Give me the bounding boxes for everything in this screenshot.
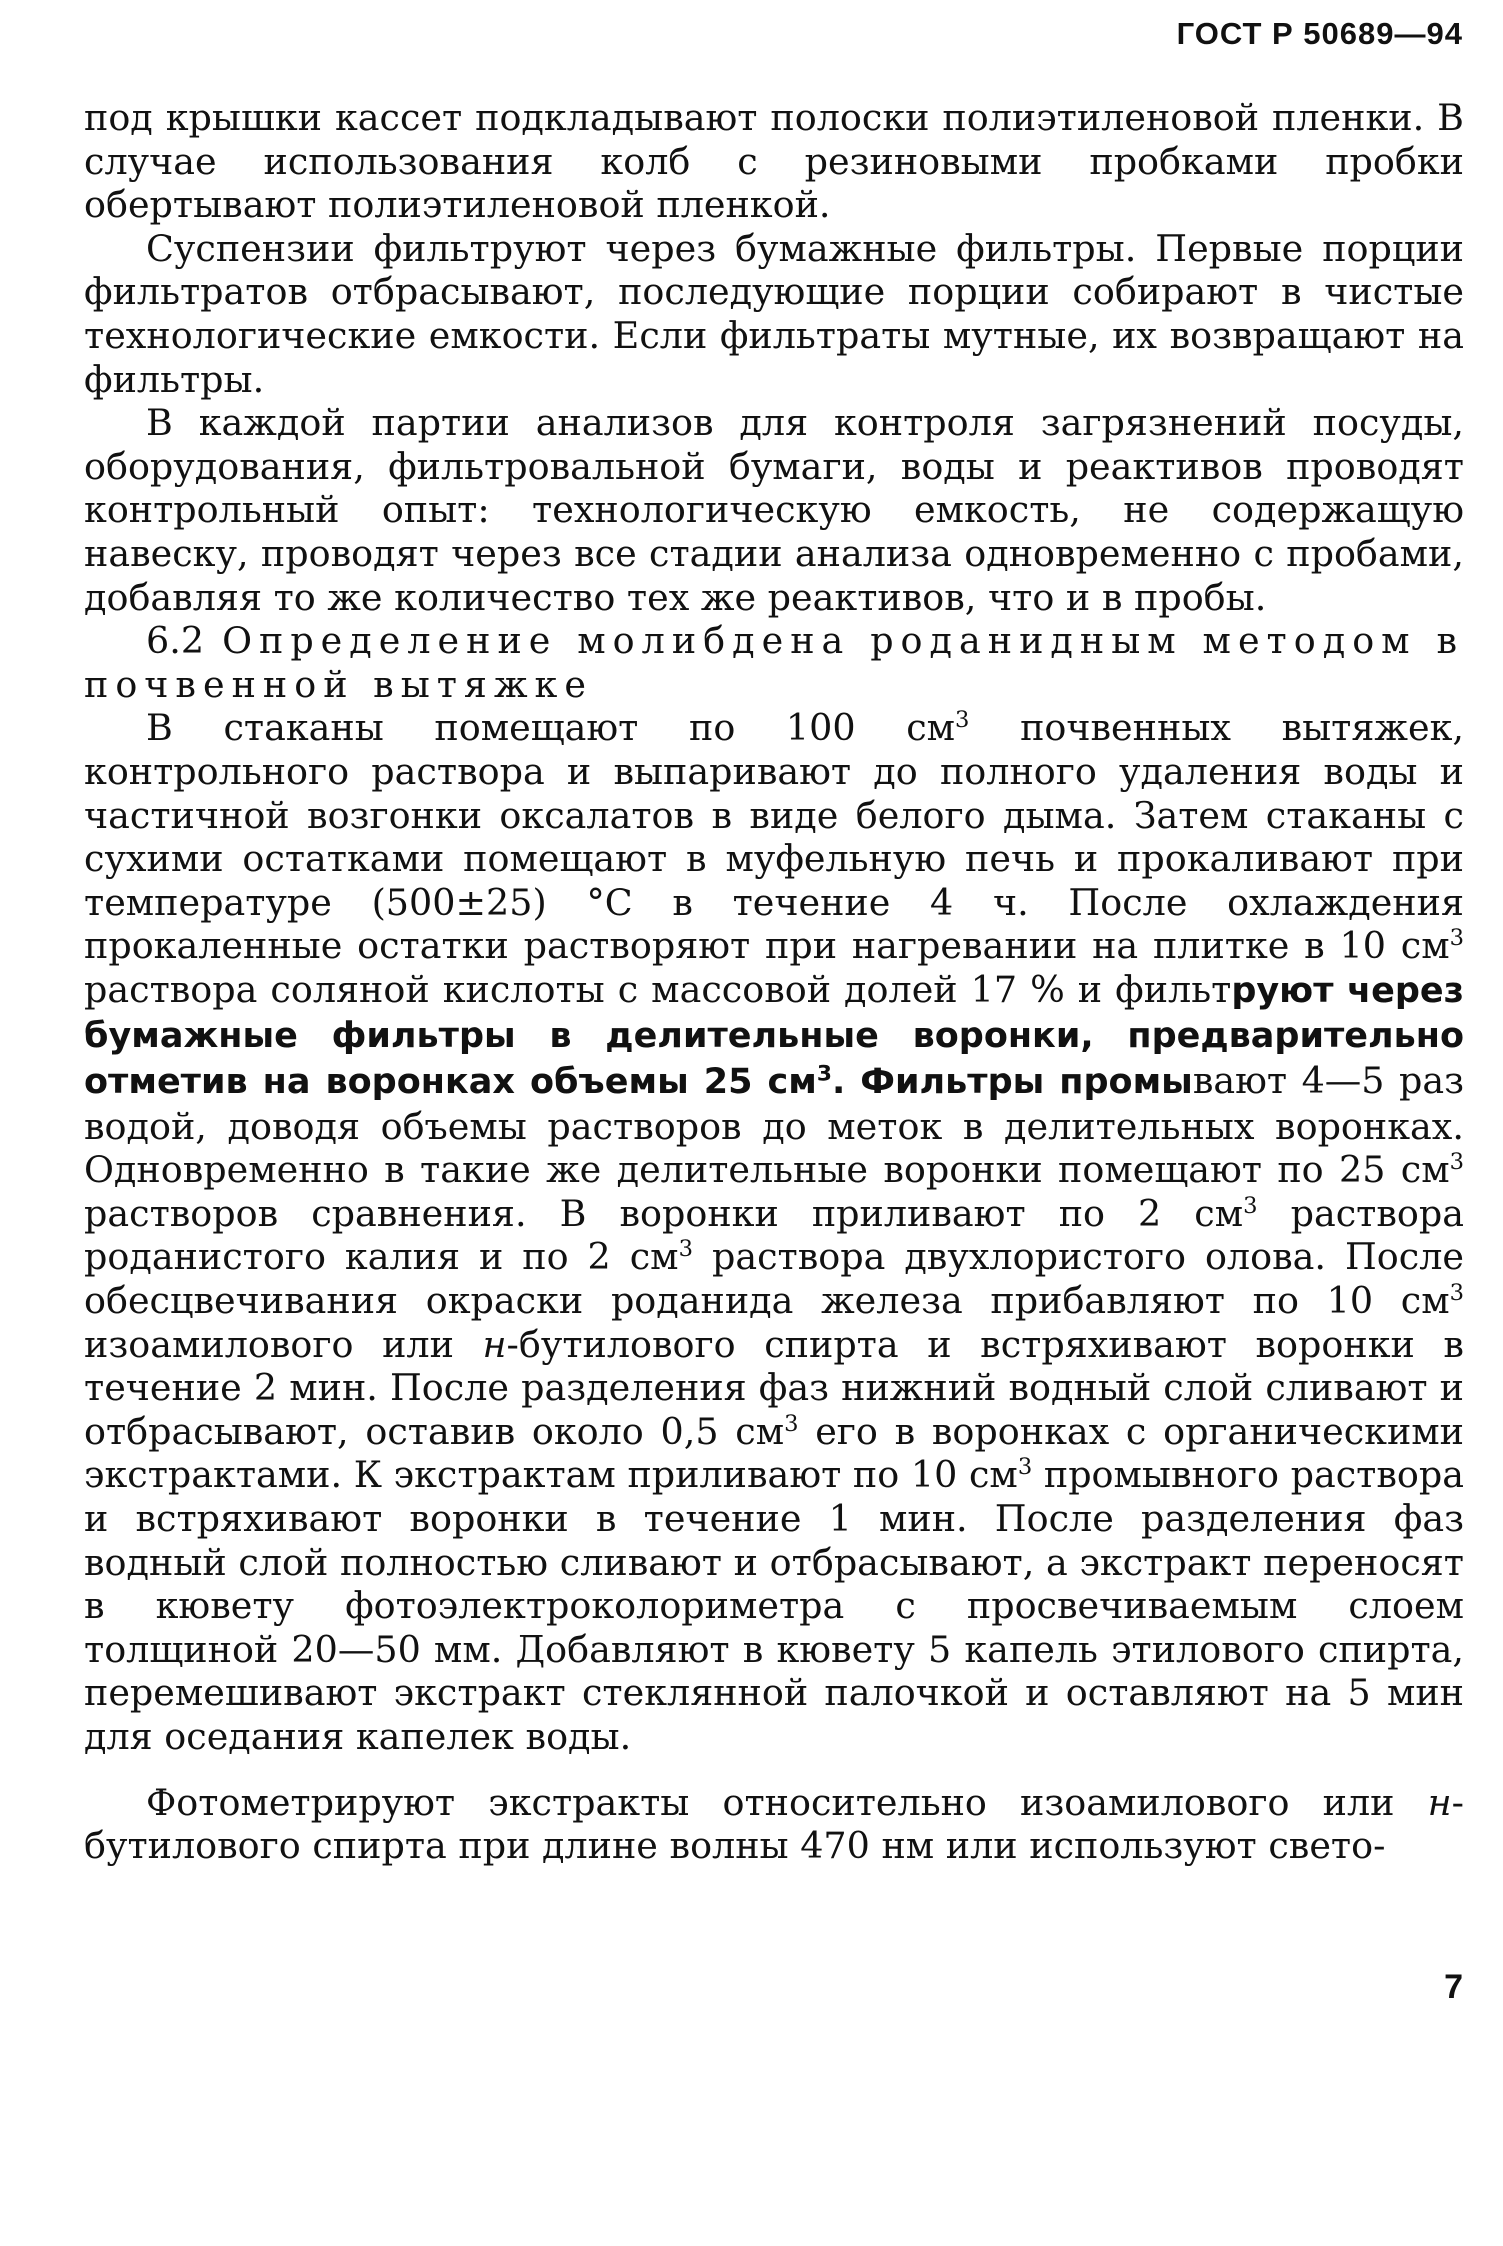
section-heading [84,619,1464,706]
paragraph-5 [84,1781,1464,1868]
superscript: 3 [678,1236,693,1263]
page-number: 7 [1444,1968,1463,2006]
p4-text: раствора роданистого калия и по 2 см [84,1191,1465,1279]
p4-text: В стаканы помещают по 100 см [146,706,956,750]
paragraph-2: Суспензии фильтруют через бумажные фильтры. Первые порции фильтратов отбрасывают, последующие порции собирают в чистые технологические емкости. Если фильтраты мутные, их возвращают на фильтры. [84,226,1464,401]
paragraph-3: В каждой партии анализов для контроля загрязнений посуды, оборудования, фильтровальной бумаги, воды и реактивов проводят контрольный опыт: технологическую емкость, не содержащую навеску, проводят через все стадии анализа одновременно с пробами, добавляя то же количество тех же реактивов, что и в пробы. [84,401,1464,619]
p4-text: растворов сравнения. В воронки приливают по 2 см [84,1191,1244,1235]
italic-letter: н [482,1322,507,1366]
p5-text: Фотометрируют экстракты относительно изоамилового или [146,1780,1428,1824]
superscript: 3 [1449,1279,1464,1306]
p4-text: промывного раствора и встряхивают воронки в течение 1 мин. После разделения фаз водный слой полностью сливают и отбрасывают, а экстракт переносят в кювету фотоэлектроколориметра с просвечиваемым слоем толщиной 20—50 мм. Добавляют в кювету 5 капель этилового спирта, перемешивают экстракт стеклянной палочкой и оставляют на 5 мин для оседания капелек воды. [84,1453,1464,1758]
p4-text: почвенных вытяжек, контрольного раствора и выпаривают до полного удаления воды и частичной возгонки оксалатов в виде белого дыма. Затем стаканы с сухими остатками помещают в муфельную печь и прокаливают при температуре (500±25) °С в течение 4 ч. После охлаждения прокаленные остатки растворяют при нагревании на плитке в 10 см [84,706,1464,968]
p4-text: изоамилового или [84,1322,483,1366]
paragraph-1: под крышки кассет подкладывают полоски полиэтиленовой пленки. В случае использования колб с резиновыми пробками пробки обертывают полиэтиленовой пленкой. [84,96,1464,227]
p4-text: раствора соляной кислоты с массовой долей 17 % и фильт [84,967,1232,1011]
section-title: Определение молибдена роданидным методом в почвенной вытяжке [84,619,1464,706]
superscript: 3 [1449,925,1464,952]
superscript: 3 [1449,1149,1464,1176]
italic-letter: н [1427,1780,1452,1824]
standard-code-header: ГОСТ Р 50689—94 [1176,16,1463,51]
superscript: 3 [955,707,970,734]
section-number: 6.2 [146,619,205,663]
p4-text: раствора двухлористого олова. После обесцвечивания окраски роданида железа прибавляют по 10 см [84,1235,1464,1323]
superscript: 3 [816,1061,832,1087]
superscript: 3 [1243,1192,1258,1219]
p4-bold-span: . Фильтры промы [831,1062,1193,1103]
superscript: 3 [1017,1454,1033,1481]
body-text [84,96,1464,1868]
p5-text: -бутилового спирта при длине волны 470 нм или используют свето- [84,1780,1464,1868]
superscript: 3 [784,1410,799,1437]
paragraph-4 [84,706,1464,1758]
p4-bold-span: руют через бумажные фильтры в делительные воронки, предварительно отметив на воронках объемы 25 см [84,970,1464,1103]
p4-text: вают 4—5 раз водой, доводя объемы растворов до меток в делительных воронках. Одновременно в такие же делительные воронки помещают по 25 см [84,1059,1464,1192]
p4-text: -бутилового спирта и встряхивают воронки в течение 2 мин. После разделения фаз нижний водный слой сливают и отбрасывают, оставив около 0,5 см [84,1322,1464,1453]
p4-text: его в воронках с органическими экстрактами. К экстрактам приливают по 10 см [84,1409,1465,1497]
